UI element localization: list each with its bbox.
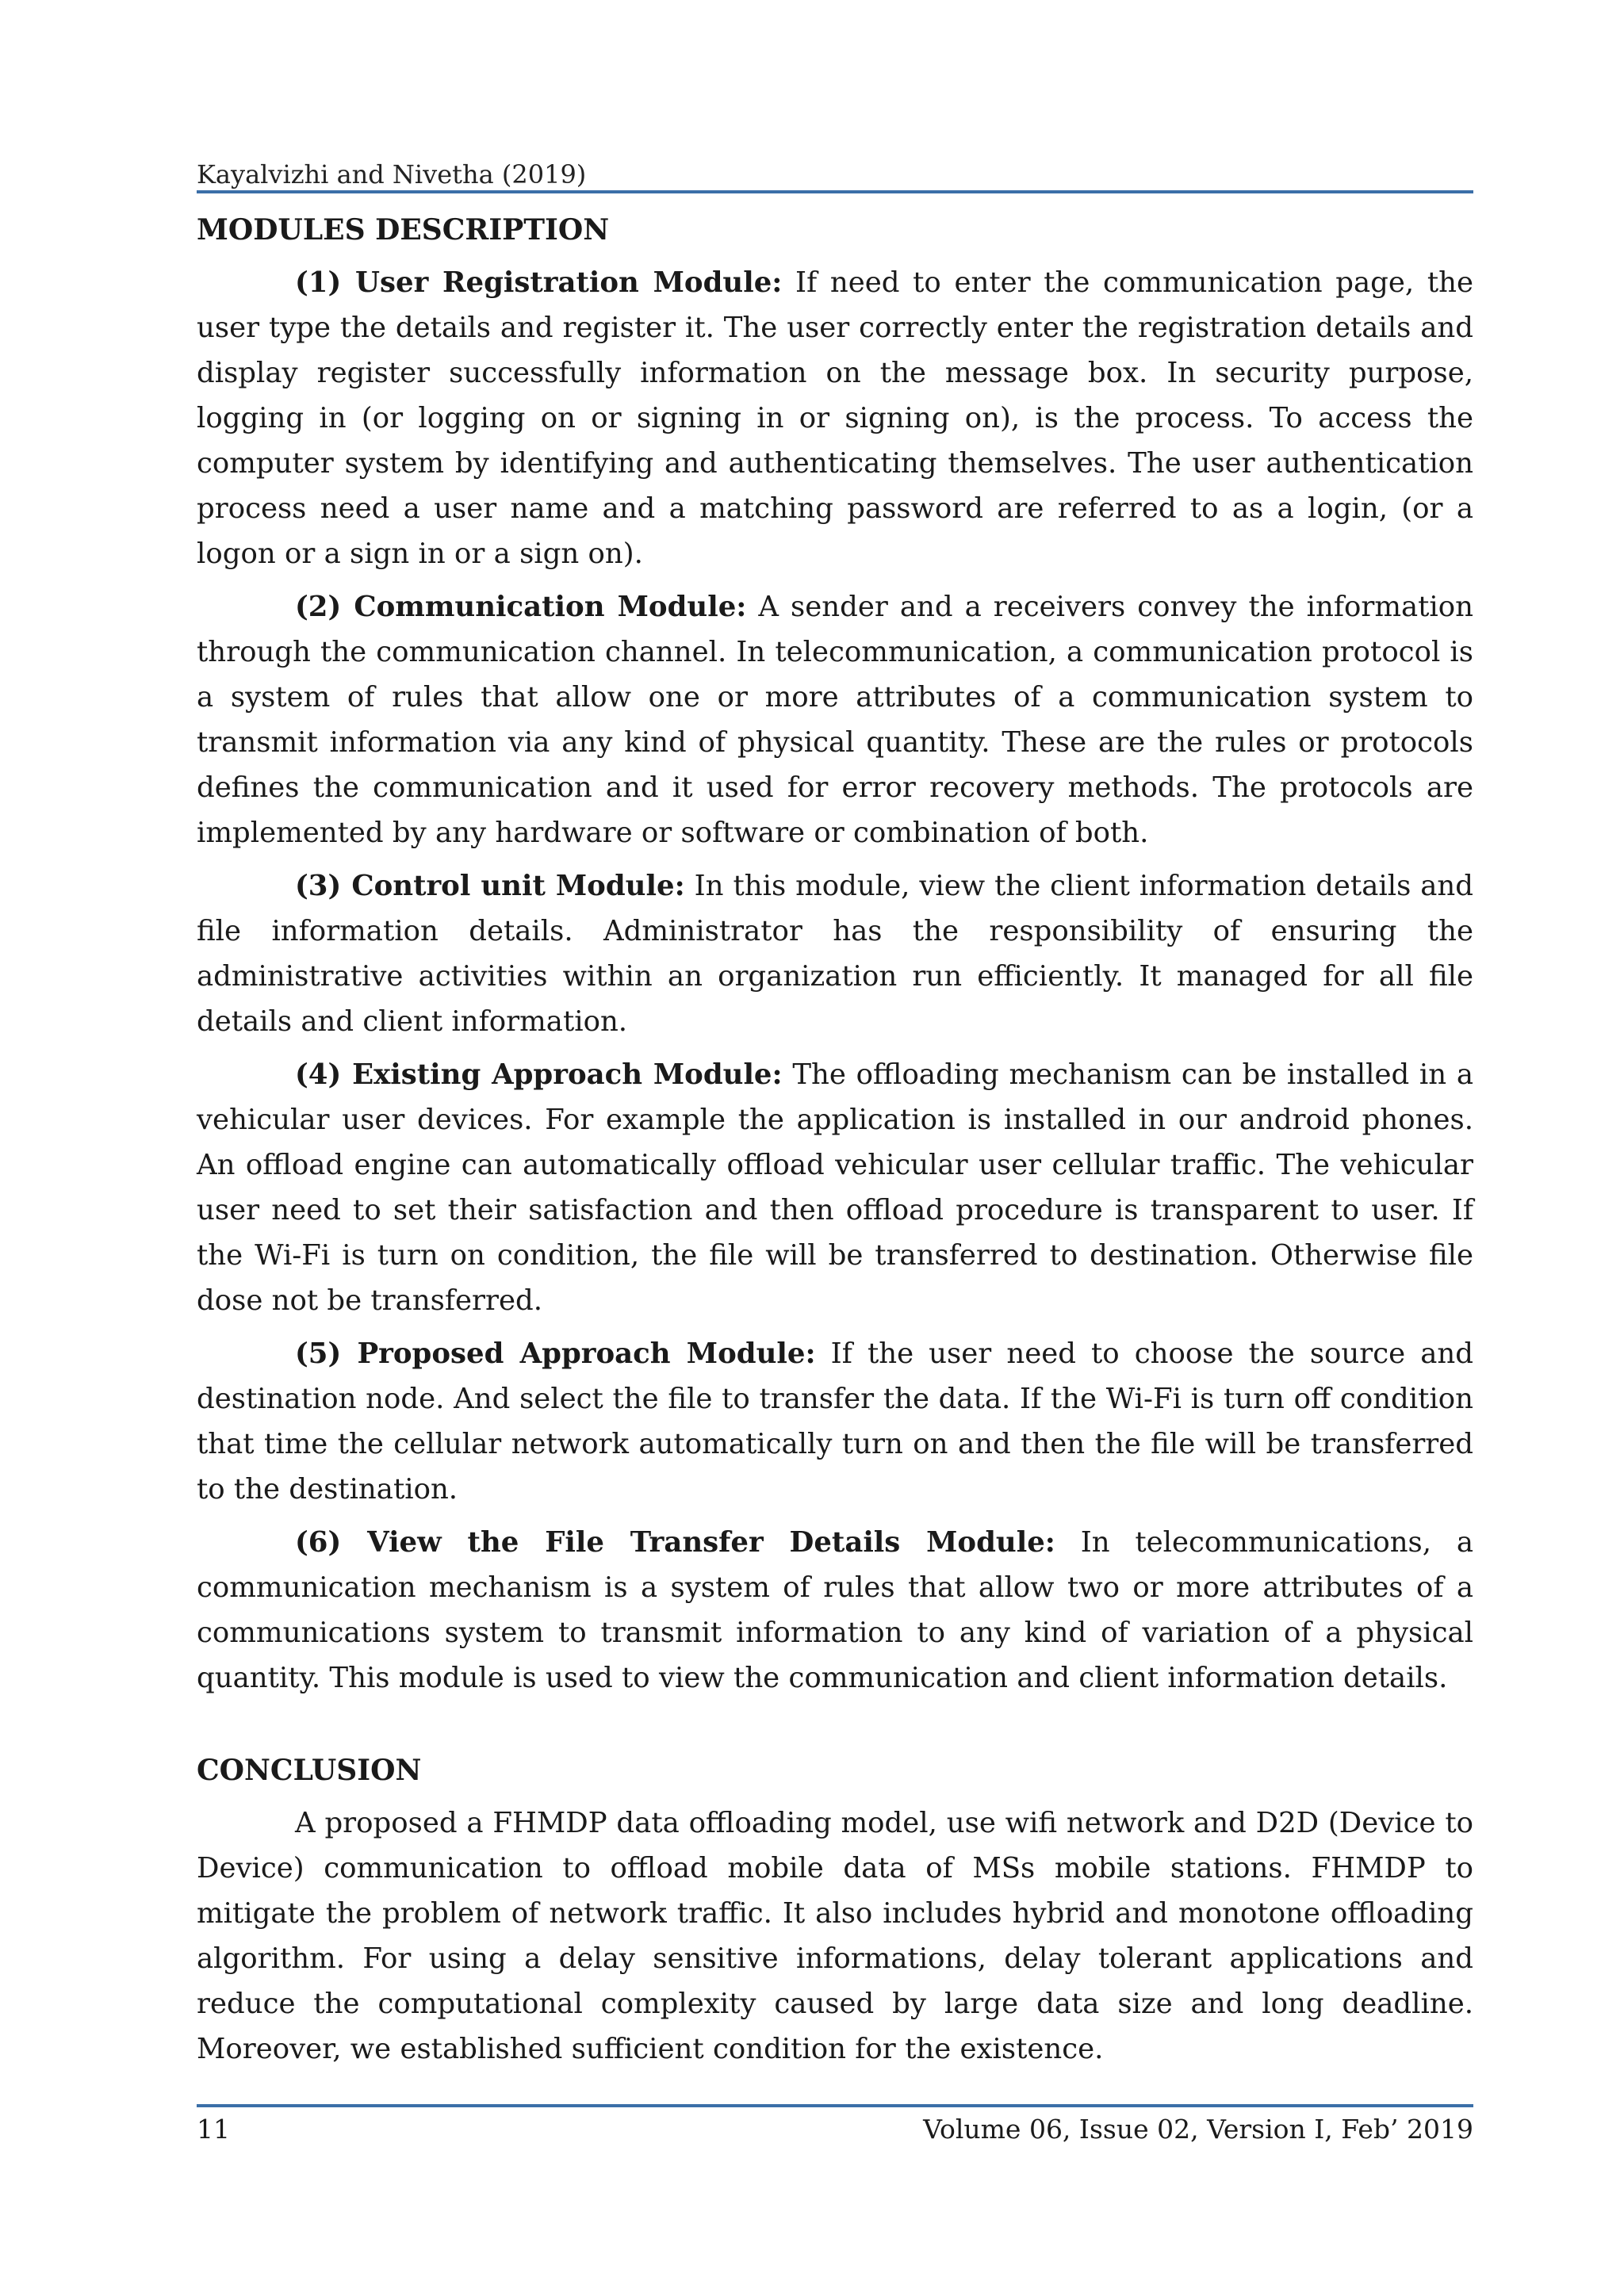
module-text-3: In this module, view the client information details and file information details. Administrator has the responsibility of ensuring the administrative activities within an organization run efficiently. It managed for all file details and client information. [197,870,1473,1038]
module-paragraph-4 [197,1052,1473,1323]
module-lead-2: (2) Communication Module: [295,591,747,623]
module-lead-6: (6) View the File Transfer Details Module: [295,1526,1055,1559]
header-rule [197,190,1473,193]
conclusion-paragraph: A proposed a FHMDP data offloading model, use wifi network and D2D (Device to Device) communication to offload mobile data of MSs mobile stations. FHMDP to mitigate the problem of network traffic. It also includes hybrid and monotone offloading algorithm. For using a delay sensitive informations, delay tolerant applications and reduce the computational complexity caused by large data size and long deadline. Moreover, we established sufficient condition for the existence. [197,1807,1473,2065]
module-text-5: If the user need to choose the source and destination node. And select the file to transfer the data. If the Wi-Fi is turn off condition that time the cellular network automatically turn on and then the file will be transferred to the destination. [197,1337,1474,1506]
module-paragraph-1 [197,260,1473,576]
module-lead-1: (1) User Registration Module: [295,266,783,299]
section-gap [197,1701,1473,1748]
footer-rule [197,2104,1473,2107]
modules-heading: MODULES DESCRIPTION [197,213,610,247]
module-text-1: If need to enter the communication page, the user type the details and register it. The user correctly enter the registration details and display register successfully information on the message box. In security purpose, logging in (or logging on or signing in or signing on), is the process. To access the computer system by identifying and authenticating themselves. The user authentication process need a user name and a matching password are referred to as a login, (or a logon or a sign in or a sign on). [197,266,1473,570]
module-paragraph-3 [197,863,1473,1044]
page-number: 11 [197,2114,230,2145]
module-lead-4: (4) Existing Approach Module: [295,1058,783,1091]
module-paragraph-5 [197,1331,1473,1512]
page-body [197,208,1473,2072]
module-lead-5: (5) Proposed Approach Module: [295,1337,816,1370]
module-paragraph-6 [197,1520,1473,1701]
module-lead-3: (3) Control unit Module: [295,870,685,902]
module-text-4: The offloading mechanism can be installed in a vehicular user devices. For example the application is installed in our android phones. An offload engine can automatically offload vehicular user cellular traffic. The vehicular user need to set their satisfaction and then offload procedure is transparent to user. If the Wi-Fi is turn on condition, the file will be transferred to destination. Otherwise file dose not be transferred. [197,1058,1473,1317]
module-paragraph-2 [197,584,1473,855]
module-text-6: In telecommunications, a communication mechanism is a system of rules that allow two or more attributes of a communications system to transmit information to any kind of variation of a physical quantity. This module is used to view the communication and client information details. [197,1526,1474,1694]
module-text-2: A sender and a receivers convey the information through the communication channel. In telecommunication, a communication protocol is a system of rules that allow one or more attributes of a communication system to transmit information via any kind of physical quantity. These are the rules or protocols defines the communication and it used for error recovery methods. The protocols are implemented by any hardware or software or combination of both. [197,591,1473,849]
running-header: Kayalvizhi and Nivetha (2019) [197,159,587,189]
journal-issue: Volume 06, Issue 02, Version I, Feb’ 2019 [923,2114,1473,2145]
conclusion-heading: CONCLUSION [197,1754,422,1787]
